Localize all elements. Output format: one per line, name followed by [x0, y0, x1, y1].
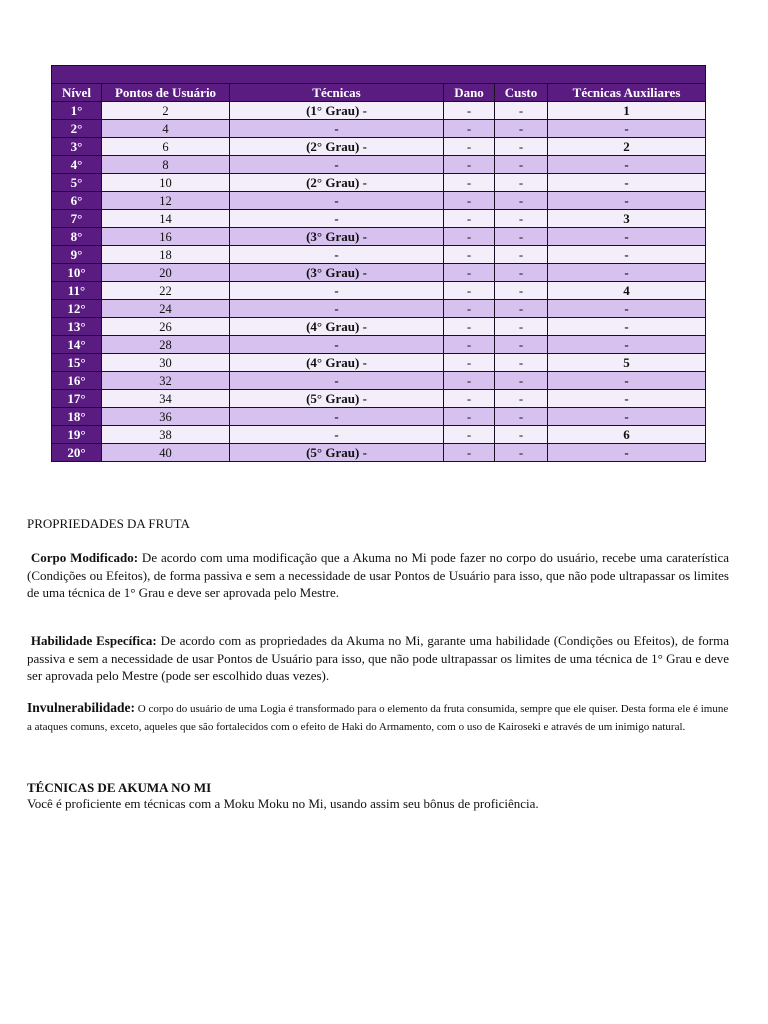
cell-nivel: 7° — [52, 210, 102, 228]
cell-custo: - — [495, 336, 548, 354]
cell-dano: - — [444, 174, 495, 192]
cell-nivel: 2° — [52, 120, 102, 138]
cell-pontos: 20 — [102, 264, 230, 282]
cell-nivel: 16° — [52, 372, 102, 390]
cell-tecnicas: (4° Grau) - — [230, 354, 444, 372]
table-row — [52, 282, 706, 300]
header-tecnicas: Técnicas — [230, 84, 444, 102]
cell-custo: - — [495, 156, 548, 174]
table-row — [52, 228, 706, 246]
cell-nivel: 14° — [52, 336, 102, 354]
cell-auxiliares: - — [548, 408, 706, 426]
cell-auxiliares: 4 — [548, 282, 706, 300]
cell-custo: - — [495, 210, 548, 228]
cell-custo: - — [495, 426, 548, 444]
cell-pontos: 30 — [102, 354, 230, 372]
cell-tecnicas: - — [230, 426, 444, 444]
corpo-modificado-paragraph — [27, 549, 729, 602]
cell-dano: - — [444, 264, 495, 282]
cell-tecnicas: - — [230, 282, 444, 300]
cell-pontos: 28 — [102, 336, 230, 354]
cell-dano: - — [444, 120, 495, 138]
cell-custo: - — [495, 444, 548, 462]
cell-dano: - — [444, 354, 495, 372]
table-row — [52, 354, 706, 372]
header-dano: Dano — [444, 84, 495, 102]
cell-dano: - — [444, 246, 495, 264]
table-header-row — [52, 84, 706, 102]
cell-pontos: 16 — [102, 228, 230, 246]
cell-tecnicas: - — [230, 300, 444, 318]
cell-tecnicas: - — [230, 156, 444, 174]
habilidade-especifica-text: De acordo com as propriedades da Akuma no Mi, garante uma habilidade (Condições ou Efeitos), de forma passiva e sem a necessidade de usar Pontos de Usuário para isso, que não pode ultrapassar os limites de uma técnica de 1° Grau e deve ser aprovada pelo Mestre (pode ser escolhido duas vezes). — [27, 633, 730, 683]
table-row — [52, 444, 706, 462]
table-row — [52, 390, 706, 408]
cell-pontos: 26 — [102, 318, 230, 336]
table-row — [52, 408, 706, 426]
table-row — [52, 192, 706, 210]
cell-pontos: 12 — [102, 192, 230, 210]
cell-auxiliares: 2 — [548, 138, 706, 156]
cell-auxiliares: 5 — [548, 354, 706, 372]
cell-nivel: 11° — [52, 282, 102, 300]
header-tecnicas-auxiliares: Técnicas Auxiliares — [548, 84, 706, 102]
cell-auxiliares: - — [548, 228, 706, 246]
header-nivel: Nível — [52, 84, 102, 102]
cell-nivel: 5° — [52, 174, 102, 192]
cell-pontos: 32 — [102, 372, 230, 390]
cell-pontos: 18 — [102, 246, 230, 264]
cell-custo: - — [495, 228, 548, 246]
cell-custo: - — [495, 354, 548, 372]
techniques-title: TÉCNICAS DE AKUMA NO MI — [27, 780, 212, 795]
cell-nivel: 10° — [52, 264, 102, 282]
cell-custo: - — [495, 264, 548, 282]
cell-tecnicas: (3° Grau) - — [230, 228, 444, 246]
cell-nivel: 19° — [52, 426, 102, 444]
cell-pontos: 6 — [102, 138, 230, 156]
cell-pontos: 22 — [102, 282, 230, 300]
table-title-bar — [52, 66, 706, 84]
table-row — [52, 156, 706, 174]
cell-tecnicas: - — [230, 246, 444, 264]
table-row — [52, 120, 706, 138]
cell-custo: - — [495, 390, 548, 408]
cell-custo: - — [495, 192, 548, 210]
cell-auxiliares: - — [548, 156, 706, 174]
header-pontos: Pontos de Usuário — [102, 84, 230, 102]
cell-tecnicas: (1° Grau) - — [230, 102, 444, 120]
cell-nivel: 4° — [52, 156, 102, 174]
cell-custo: - — [495, 138, 548, 156]
cell-tecnicas: - — [230, 120, 444, 138]
cell-custo: - — [495, 300, 548, 318]
cell-auxiliares: - — [548, 174, 706, 192]
cell-auxiliares: 1 — [548, 102, 706, 120]
cell-pontos: 2 — [102, 102, 230, 120]
cell-nivel: 13° — [52, 318, 102, 336]
table-row — [52, 138, 706, 156]
header-custo: Custo — [495, 84, 548, 102]
cell-pontos: 24 — [102, 300, 230, 318]
cell-dano: - — [444, 102, 495, 120]
cell-nivel: 17° — [52, 390, 102, 408]
cell-tecnicas: - — [230, 372, 444, 390]
cell-tecnicas: (5° Grau) - — [230, 390, 444, 408]
cell-dano: - — [444, 228, 495, 246]
cell-dano: - — [444, 372, 495, 390]
cell-pontos: 36 — [102, 408, 230, 426]
cell-dano: - — [444, 408, 495, 426]
cell-custo: - — [495, 372, 548, 390]
cell-nivel: 1° — [52, 102, 102, 120]
invulnerabilidade-label: Invulnerabilidade: — [27, 700, 136, 715]
cell-pontos: 10 — [102, 174, 230, 192]
cell-dano: - — [444, 300, 495, 318]
table-row — [52, 174, 706, 192]
cell-auxiliares: - — [548, 318, 706, 336]
table-row — [52, 300, 706, 318]
cell-dano: - — [444, 138, 495, 156]
cell-pontos: 8 — [102, 156, 230, 174]
cell-nivel: 3° — [52, 138, 102, 156]
cell-pontos: 4 — [102, 120, 230, 138]
cell-nivel: 6° — [52, 192, 102, 210]
cell-auxiliares: - — [548, 264, 706, 282]
table-row — [52, 246, 706, 264]
cell-dano: - — [444, 192, 495, 210]
properties-title: PROPRIEDADES DA FRUTA — [27, 516, 190, 531]
cell-nivel: 9° — [52, 246, 102, 264]
invulnerabilidade-paragraph — [27, 699, 729, 735]
cell-custo: - — [495, 408, 548, 426]
table-row — [52, 372, 706, 390]
cell-custo: - — [495, 246, 548, 264]
cell-auxiliares: - — [548, 444, 706, 462]
cell-dano: - — [444, 282, 495, 300]
cell-tecnicas: - — [230, 408, 444, 426]
table-row — [52, 102, 706, 120]
invulnerabilidade-text: O corpo do usuário de uma Logia é transformado para o elemento da fruta consumida, sempre que ele quiser. Desta forma ele é imune a ataques comuns, exceto, aqueles que são fortalecidos com o efeito de Haki do Armamento, com o uso de Kairoseki e através de um inimigo natural. — [27, 703, 729, 733]
cell-auxiliares: - — [548, 372, 706, 390]
habilidade-especifica-paragraph — [27, 632, 729, 685]
corpo-modificado-label: Corpo Modificado: — [30, 550, 139, 565]
cell-auxiliares: - — [548, 300, 706, 318]
habilidade-especifica-label: Habilidade Específica: — [30, 633, 157, 648]
cell-auxiliares: - — [548, 390, 706, 408]
level-table — [51, 65, 706, 462]
cell-custo: - — [495, 120, 548, 138]
cell-custo: - — [495, 174, 548, 192]
cell-nivel: 8° — [52, 228, 102, 246]
cell-custo: - — [495, 282, 548, 300]
cell-tecnicas: - — [230, 210, 444, 228]
cell-nivel: 12° — [52, 300, 102, 318]
cell-dano: - — [444, 210, 495, 228]
cell-tecnicas: (5° Grau) - — [230, 444, 444, 462]
cell-auxiliares: - — [548, 192, 706, 210]
cell-dano: - — [444, 390, 495, 408]
cell-auxiliares: 6 — [548, 426, 706, 444]
cell-nivel: 20° — [52, 444, 102, 462]
cell-dano: - — [444, 444, 495, 462]
cell-nivel: 18° — [52, 408, 102, 426]
cell-dano: - — [444, 426, 495, 444]
cell-auxiliares: 3 — [548, 210, 706, 228]
table-row — [52, 336, 706, 354]
cell-dano: - — [444, 318, 495, 336]
cell-tecnicas: (4° Grau) - — [230, 318, 444, 336]
cell-tecnicas: - — [230, 192, 444, 210]
cell-tecnicas: (2° Grau) - — [230, 174, 444, 192]
cell-auxiliares: - — [548, 336, 706, 354]
cell-pontos: 34 — [102, 390, 230, 408]
cell-pontos: 38 — [102, 426, 230, 444]
corpo-modificado-text: De acordo com uma modificação que a Akuma no Mi pode fazer no corpo do usuário, recebe uma caraterística (Condições ou Efeitos), de forma passiva e sem a necessidade de usar Pontos de Usuário para isso, que não pode ultrapassar os limites de uma técnica de 1° Grau e deve ser aprovada pelo Mestre. — [27, 550, 730, 600]
cell-dano: - — [444, 336, 495, 354]
cell-custo: - — [495, 102, 548, 120]
table-row — [52, 210, 706, 228]
cell-pontos: 14 — [102, 210, 230, 228]
cell-auxiliares: - — [548, 246, 706, 264]
techniques-text: Você é proficiente em técnicas com a Moku Moku no Mi, usando assim seu bônus de proficiência. — [27, 796, 539, 811]
cell-dano: - — [444, 156, 495, 174]
table-row — [52, 318, 706, 336]
table-row — [52, 426, 706, 444]
cell-tecnicas: (2° Grau) - — [230, 138, 444, 156]
cell-tecnicas: (3° Grau) - — [230, 264, 444, 282]
cell-pontos: 40 — [102, 444, 230, 462]
table-row — [52, 264, 706, 282]
cell-nivel: 15° — [52, 354, 102, 372]
cell-tecnicas: - — [230, 336, 444, 354]
cell-auxiliares: - — [548, 120, 706, 138]
cell-custo: - — [495, 318, 548, 336]
